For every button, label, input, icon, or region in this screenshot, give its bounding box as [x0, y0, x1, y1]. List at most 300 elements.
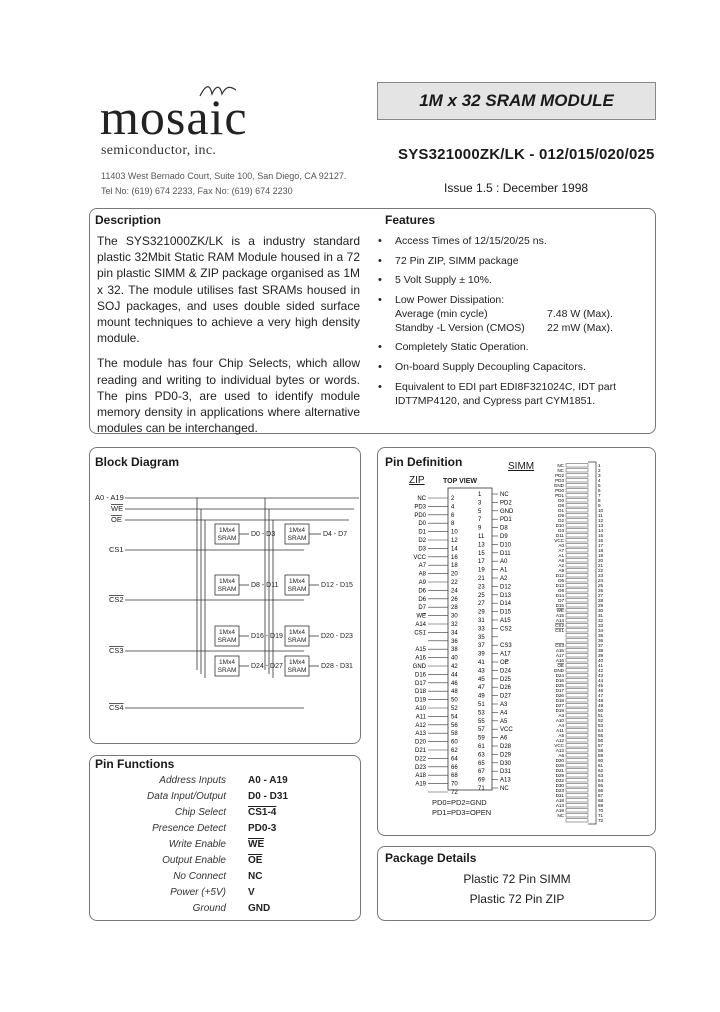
- simm-pin-number: 44: [598, 678, 604, 683]
- zip-pinout: [398, 486, 538, 796]
- pin-function-row: [96, 855, 262, 866]
- zip-pin-signal: D22: [414, 756, 426, 763]
- zip-pin-signal: PD0: [414, 512, 426, 519]
- simm-pin-pad: [566, 529, 588, 532]
- simm-pin-number: 54: [598, 728, 604, 733]
- simm-pin-signal: A13: [555, 803, 564, 808]
- package-item: Plastic 72 Pin ZIP: [469, 892, 565, 906]
- zip-pin-number: 29: [478, 609, 485, 616]
- simm-pin-pad: [566, 629, 588, 632]
- simm-pin-signal: D11: [555, 533, 564, 538]
- package-details-title: Package Details: [385, 851, 477, 865]
- simm-pin-pad: [566, 474, 588, 477]
- bd-cs4: CS4: [109, 703, 124, 712]
- zip-pin-signal: A10: [415, 706, 426, 712]
- zip-pin-signal: D23: [414, 764, 426, 771]
- pin-functions-title: Pin Functions: [95, 757, 175, 771]
- zip-pin-number: 3: [478, 500, 482, 507]
- simm-pin-pad: [566, 559, 588, 562]
- simm-pin-signal: A7: [558, 548, 564, 553]
- bd-sram-label: 1Mx4: [289, 578, 305, 585]
- zip-pin-number: 31: [478, 618, 485, 624]
- zip-pin-number: 4: [451, 504, 455, 511]
- pin-function-name: No Connect: [173, 871, 226, 882]
- zip-pin-number: 64: [451, 756, 458, 763]
- simm-pin-number: 71: [598, 813, 604, 818]
- simm-pin-pad: [566, 804, 588, 807]
- simm-pin-number: 58: [598, 748, 604, 753]
- simm-pin-pad: [566, 569, 588, 572]
- simm-pin-pad: [566, 679, 588, 682]
- zip-pin-number: 39: [478, 651, 485, 658]
- simm-pin-number: 52: [598, 718, 604, 723]
- zip-label: ZIP: [409, 475, 425, 486]
- pin-function-row: [96, 823, 276, 834]
- pin-function-name: Ground: [192, 903, 226, 914]
- simm-pin-number: 24: [598, 578, 604, 583]
- zip-pin-signal: VCC: [413, 554, 426, 561]
- pin-function-name: Presence Detect: [152, 823, 226, 834]
- simm-pin-pad: [566, 519, 588, 522]
- zip-pin-number: 55: [478, 718, 485, 725]
- bd-data-label: D20 - D23: [321, 633, 353, 640]
- zip-pin-signal: A17: [500, 651, 511, 658]
- simm-pin-pad: [566, 704, 588, 707]
- simm-pin-pad: [566, 579, 588, 582]
- bd-data-label: D24 - D27: [251, 663, 283, 670]
- simm-pin-signal: A15: [555, 648, 564, 653]
- simm-pin-pad: [566, 539, 588, 542]
- simm-pin-pad: [566, 779, 588, 782]
- simm-pin-number: 13: [598, 523, 604, 528]
- simm-pin-pad: [566, 729, 588, 732]
- block-diagram: [89, 474, 361, 744]
- simm-pin-number: 70: [598, 808, 604, 813]
- zip-pin-number: 48: [451, 689, 458, 696]
- zip-pin-number: 38: [451, 647, 458, 654]
- simm-pin-signal: D23: [555, 788, 564, 793]
- zip-pin-signal: A3: [500, 702, 508, 708]
- simm-label: SIMM: [508, 461, 535, 472]
- zip-pin-number: 49: [478, 693, 485, 700]
- simm-pin-pad: [566, 659, 588, 662]
- bd-data-label: D0 - D3: [251, 531, 276, 538]
- bd-data-label: D28 - D31: [321, 663, 353, 670]
- simm-pin-signal: A9: [558, 568, 564, 573]
- zip-pin-signal: D27: [500, 693, 512, 700]
- bd-sram-label: 1Mx4: [219, 527, 235, 534]
- zip-pin-signal: D11: [500, 550, 511, 557]
- zip-pin-signal: A2: [500, 576, 508, 582]
- simm-pin-signal: D10: [555, 523, 564, 528]
- zip-pin-number: 27: [478, 601, 485, 608]
- feature-item: • Access Times of 12/15/20/25 ns.: [378, 234, 650, 248]
- zip-pin-signal: A18: [415, 773, 426, 780]
- zip-pin-signal: D12: [500, 584, 512, 591]
- simm-pin-number: 48: [598, 698, 604, 703]
- zip-pin-number: 34: [451, 630, 458, 637]
- zip-pin-signal: PD1: [500, 517, 512, 524]
- simm-pin-pad: [566, 509, 588, 512]
- zip-pin-number: 71: [478, 786, 485, 792]
- simm-pin-number: 64: [598, 778, 604, 783]
- zip-pin-number: 65: [478, 760, 485, 767]
- zip-pin-number: 20: [451, 571, 458, 578]
- zip-pin-signal: GND: [412, 664, 426, 670]
- simm-pin-signal: VCC: [554, 538, 564, 543]
- simm-pin-number: 56: [598, 738, 604, 743]
- simm-pin-signal: A18: [555, 798, 564, 803]
- bd-sram-label: 1Mx4: [219, 659, 235, 666]
- simm-pin-pad: [566, 764, 588, 767]
- simm-pin-signal: VCC: [554, 743, 564, 748]
- feature-item: • 72 Pin ZIP, SIMM package: [378, 254, 650, 268]
- zip-pin-signal: CS1: [414, 630, 426, 637]
- zip-pin-signal: NC: [500, 492, 509, 498]
- simm-pin-pad: [566, 814, 588, 817]
- simm-pin-signal: D26: [555, 693, 564, 698]
- description-title: Description: [95, 213, 162, 227]
- product-title-box: [377, 82, 656, 120]
- simm-pin-number: 43: [598, 673, 604, 678]
- zip-pin-number: 46: [451, 680, 458, 687]
- zip-pin-signal: D24: [500, 668, 512, 675]
- simm-pin-number: 22: [598, 568, 604, 573]
- simm-pin-pad: [566, 809, 588, 812]
- simm-pin-pad: [566, 634, 588, 637]
- feature-item-power: [378, 293, 650, 335]
- simm-pin-number: 28: [598, 598, 604, 603]
- simm-pin-pad: [566, 744, 588, 747]
- zip-pin-signal: D26: [500, 685, 512, 692]
- simm-pin-pad: [566, 554, 588, 557]
- zip-pin-signal: A11: [415, 714, 426, 721]
- zip-pin-number: 36: [451, 638, 458, 645]
- simm-pin-number: 38: [598, 648, 604, 653]
- zip-pin-signal: D30: [500, 760, 512, 767]
- simm-pin-pad: [566, 819, 588, 822]
- simm-pin-signal: D17: [555, 688, 564, 693]
- simm-board-edge: [588, 462, 596, 824]
- simm-pin-pad: [566, 674, 588, 677]
- simm-pin-pad: [566, 689, 588, 692]
- simm-pin-signal: A0: [558, 543, 564, 548]
- simm-pin-number: 3: [598, 473, 601, 478]
- simm-pin-number: 55: [598, 733, 604, 738]
- zip-pin-signal: D17: [414, 680, 426, 687]
- pin-function-row: [96, 887, 255, 898]
- zip-pin-signal: VCC: [500, 727, 513, 734]
- zip-pin-signal: A13: [500, 777, 511, 784]
- zip-pin-number: 28: [451, 605, 458, 612]
- simm-pin-number: 50: [598, 708, 604, 713]
- simm-pin-pad: [566, 739, 588, 742]
- part-number: SYS321000ZK/LK - 012/015/020/025: [398, 146, 655, 163]
- zip-pin-number: 62: [451, 748, 458, 754]
- zip-pin-signal: D31: [500, 769, 512, 776]
- simm-pin-signal: A19: [555, 808, 564, 813]
- simm-pin-number: 45: [598, 683, 604, 688]
- product-title: 1M x 32 SRAM MODULE: [419, 91, 614, 110]
- description-paragraph: The module has four Chip Selects, which allow reading and writing to individual bytes or words. The pins PD0-3, are used to identify module memory density in applications where alternative modules can be interchanged.: [97, 356, 360, 436]
- simm-pin-signal: D6: [558, 588, 564, 593]
- simm-pin-number: 7: [598, 493, 601, 498]
- simm-pin-number: 33: [598, 623, 604, 628]
- bd-sram-label: SRAM: [217, 667, 237, 674]
- zip-pin-number: 16: [451, 554, 458, 561]
- simm-pin-number: 68: [598, 798, 604, 803]
- simm-pin-number: 30: [598, 608, 604, 613]
- simm-pin-signal: GND: [553, 483, 564, 488]
- simm-pin-number: 53: [598, 723, 604, 728]
- simm-pin-signal: NC: [557, 468, 564, 473]
- simm-pin-pad: [566, 544, 588, 547]
- zip-pin-number: 67: [478, 769, 485, 776]
- simm-pin-pad: [566, 484, 588, 487]
- zip-pin-number: 58: [451, 731, 458, 738]
- pin-function-signal: NC: [248, 871, 263, 882]
- simm-pin-pad: [566, 759, 588, 762]
- simm-pin-number: 67: [598, 793, 604, 798]
- zip-pin-signal: D21: [414, 748, 426, 754]
- simm-pin-signal: OE: [557, 663, 564, 668]
- simm-pin-signal: D13: [555, 583, 564, 588]
- simm-pin-number: 41: [598, 663, 604, 668]
- pin-function-row: [96, 807, 276, 818]
- simm-pin-pad: [566, 604, 588, 607]
- bd-cs2: CS2: [109, 595, 124, 604]
- simm-pin-number: 29: [598, 603, 604, 608]
- description-paragraph: The SYS321000ZK/LK is a industry standard plastic 32Mbit Static RAM Module housed in a 72 pin plastic SIMM & ZIP package organised as 1M x 32. The module utilises fast SRAMs housed in SOJ packages, and uses double sided surface mount techniques to achieve a very high density module.: [97, 234, 360, 346]
- zip-pin-number: 13: [478, 542, 485, 549]
- simm-pin-pad: [566, 734, 588, 737]
- simm-pin-signal: D6: [558, 578, 564, 583]
- zip-pin-number: 30: [451, 613, 458, 620]
- simm-pin-signal: A2: [558, 563, 564, 568]
- zip-pin-number: 9: [478, 525, 482, 532]
- simm-pin-pad: [566, 524, 588, 527]
- zip-pin-signal: PD2: [500, 500, 512, 507]
- zip-pin-signal: A16: [415, 655, 426, 662]
- pin-definition-title: Pin Definition: [385, 455, 463, 469]
- simm-pin-number: 36: [598, 638, 604, 643]
- zip-pin-number: 33: [478, 626, 485, 633]
- bd-data-label: D8 - D11: [251, 582, 279, 589]
- simm-pin-number: 27: [598, 593, 604, 598]
- zip-pin-number: 41: [478, 660, 485, 666]
- simm-pin-number: 57: [598, 743, 604, 748]
- simm-pin-number: 46: [598, 688, 604, 693]
- zip-pin-signal: D9: [500, 534, 508, 540]
- simm-pin-signal: CS3: [555, 643, 564, 648]
- zip-pin-number: 7: [478, 517, 482, 524]
- zip-pin-number: 18: [451, 563, 458, 570]
- simm-pin-number: 63: [598, 773, 604, 778]
- bd-cs3: CS3: [109, 646, 124, 655]
- simm-pin-pad: [566, 564, 588, 567]
- simm-pin-number: 15: [598, 533, 604, 538]
- company-subtitle: semiconductor, inc.: [101, 143, 217, 158]
- simm-pin-number: 60: [598, 758, 604, 763]
- simm-pin-number: 51: [598, 713, 604, 718]
- simm-pin-number: 16: [598, 538, 604, 543]
- pin-function-name: Write Enable: [168, 839, 226, 850]
- feature-item: • Completely Static Operation.: [378, 340, 650, 354]
- simm-pin-pad: [566, 724, 588, 727]
- pin-function-name: Output Enable: [162, 855, 226, 866]
- zip-pin-signal: D25: [500, 676, 512, 683]
- simm-pin-signal: A1: [558, 553, 564, 558]
- simm-pin-pad: [566, 589, 588, 592]
- zip-pin-signal: D8: [500, 525, 508, 532]
- bd-sram-label: SRAM: [217, 535, 237, 542]
- pin-function-row: [96, 871, 262, 882]
- simm-pin-number: 12: [598, 518, 604, 523]
- zip-pin-signal: PD3: [414, 504, 426, 511]
- simm-pin-number: 69: [598, 803, 604, 808]
- simm-pin-signal: PD3: [555, 478, 564, 483]
- zip-pin-number: 19: [478, 567, 485, 574]
- simm-pin-signal: A11: [556, 728, 564, 733]
- simm-pin-signal: A4: [558, 723, 564, 728]
- zip-pin-number: 10: [451, 529, 458, 536]
- simm-pinout: [544, 460, 624, 830]
- pin-function-row: [96, 903, 270, 914]
- zip-pin-number: 35: [478, 634, 485, 641]
- zip-pin-number: 45: [478, 676, 485, 683]
- simm-pin-number: 31: [598, 613, 604, 618]
- zip-pin-number: 8: [451, 521, 455, 528]
- zip-pin-number: 57: [478, 727, 485, 734]
- pin-note: PD0=PD2=GND: [432, 798, 487, 807]
- simm-pin-signal: D16: [555, 678, 564, 683]
- bd-sram-label: SRAM: [287, 535, 307, 542]
- zip-pin-signal: D10: [500, 542, 512, 549]
- simm-pin-number: 1: [598, 463, 601, 468]
- simm-pin-pad: [566, 599, 588, 602]
- zip-pin-signal: D6: [418, 588, 426, 595]
- simm-pin-pad: [566, 619, 588, 622]
- company-address: 11403 West Bernado Court, Suite 100, San Diego, CA 92127.: [101, 171, 347, 181]
- description-text: [97, 233, 360, 436]
- simm-pin-pad: [566, 699, 588, 702]
- simm-pin-number: 61: [598, 763, 604, 768]
- simm-pin-signal: D0: [558, 498, 564, 503]
- simm-pin-signal: D15: [555, 603, 564, 608]
- bd-sram-label: SRAM: [287, 667, 307, 674]
- bd-sram-label: SRAM: [217, 586, 237, 593]
- zip-pin-number: 43: [478, 668, 485, 675]
- simm-pin-pad: [566, 499, 588, 502]
- simm-pin-signal: D30: [555, 783, 564, 788]
- company-phone-fax: Tel No: (619) 674 2233, Fax No: (619) 674 2230: [101, 186, 293, 196]
- zip-pin-number: 44: [451, 672, 458, 679]
- pin-function-signal: V: [248, 887, 255, 898]
- logo-swoosh-icon: [198, 82, 238, 100]
- simm-pin-signal: A15: [555, 613, 564, 618]
- simm-pin-number: 26: [598, 588, 604, 593]
- bd-sram-label: 1Mx4: [289, 527, 305, 534]
- zip-pin-signal: D19: [414, 697, 426, 704]
- zip-pin-signal: NC: [500, 786, 509, 792]
- simm-pin-number: 34: [598, 628, 604, 633]
- zip-pin-signal: A14: [415, 622, 426, 628]
- zip-pin-number: 68: [451, 773, 458, 780]
- simm-pin-signal: A6: [558, 753, 564, 758]
- zip-pin-number: 21: [478, 576, 485, 582]
- simm-pin-number: 66: [598, 788, 604, 793]
- simm-pin-number: 32: [598, 618, 604, 623]
- simm-pin-number: 42: [598, 668, 604, 673]
- zip-pin-signal: D1: [418, 529, 426, 536]
- simm-pin-number: 25: [598, 583, 604, 588]
- pin-note: PD1=PD3=OPEN: [432, 808, 492, 817]
- simm-pin-pad: [566, 684, 588, 687]
- bd-sram-label: 1Mx4: [219, 629, 235, 636]
- zip-pin-number: 47: [478, 685, 485, 692]
- zip-pin-signal: A5: [500, 718, 508, 725]
- zip-pin-signal: D6: [418, 596, 426, 603]
- simm-pin-number: 47: [598, 693, 604, 698]
- simm-pin-pad: [566, 794, 588, 797]
- simm-pin-number: 6: [598, 488, 601, 493]
- zip-pin-signal: D28: [500, 744, 512, 750]
- zip-pin-number: 53: [478, 710, 485, 717]
- simm-pin-number: 14: [598, 528, 604, 533]
- zip-pin-signal: D2: [418, 538, 426, 544]
- zip-pin-number: 56: [451, 722, 458, 729]
- bd-sram-label: SRAM: [287, 586, 307, 593]
- zip-pin-signal: D3: [418, 546, 426, 553]
- simm-pin-number: 35: [598, 633, 604, 638]
- company-logo: mosaic: [100, 89, 248, 145]
- top-view-label: TOP VIEW: [443, 478, 477, 485]
- simm-pin-pad: [566, 469, 588, 472]
- power-average-value: 7.48 W (Max).: [547, 307, 613, 320]
- simm-pin-signal: D21: [555, 768, 564, 773]
- zip-pin-signal: D13: [500, 592, 512, 599]
- simm-pin-signal: D7: [558, 598, 564, 603]
- zip-pin-signal: WE: [416, 613, 426, 620]
- block-diagram-title: Block Diagram: [95, 455, 180, 469]
- zip-pin-number: 24: [451, 588, 458, 595]
- features-title: Features: [385, 213, 436, 227]
- simm-pin-pad: [566, 749, 588, 752]
- zip-pin-signal: NC: [417, 496, 426, 502]
- simm-pin-number: 21: [598, 563, 604, 568]
- simm-pin-pad: [566, 479, 588, 482]
- feature-item: • Equivalent to EDI part EDI8F321024C, IDT part IDT7MP4120, and Cypress part CYM1851.: [378, 380, 650, 408]
- simm-pin-signal: D29: [555, 773, 564, 778]
- zip-pin-signal: D14: [500, 601, 512, 608]
- simm-pin-number: 10: [598, 508, 604, 513]
- zip-pin-number: 66: [451, 764, 458, 771]
- simm-pin-pad: [566, 464, 588, 467]
- simm-pin-pad: [566, 769, 588, 772]
- simm-pin-pad: [566, 549, 588, 552]
- zip-pin-number: 70: [451, 781, 458, 788]
- pin-function-name: Power (+5V): [170, 887, 226, 898]
- simm-pin-pad: [566, 504, 588, 507]
- simm-pin-pad: [566, 654, 588, 657]
- simm-pin-signal: A14: [555, 618, 564, 623]
- zip-pin-signal: A15: [500, 618, 511, 624]
- bd-data-label: D12 - D15: [321, 582, 353, 589]
- zip-pin-number: 12: [451, 538, 458, 544]
- simm-pin-signal: D27: [555, 703, 564, 708]
- zip-pin-number: 15: [478, 550, 485, 557]
- zip-pin-number: 61: [478, 744, 485, 750]
